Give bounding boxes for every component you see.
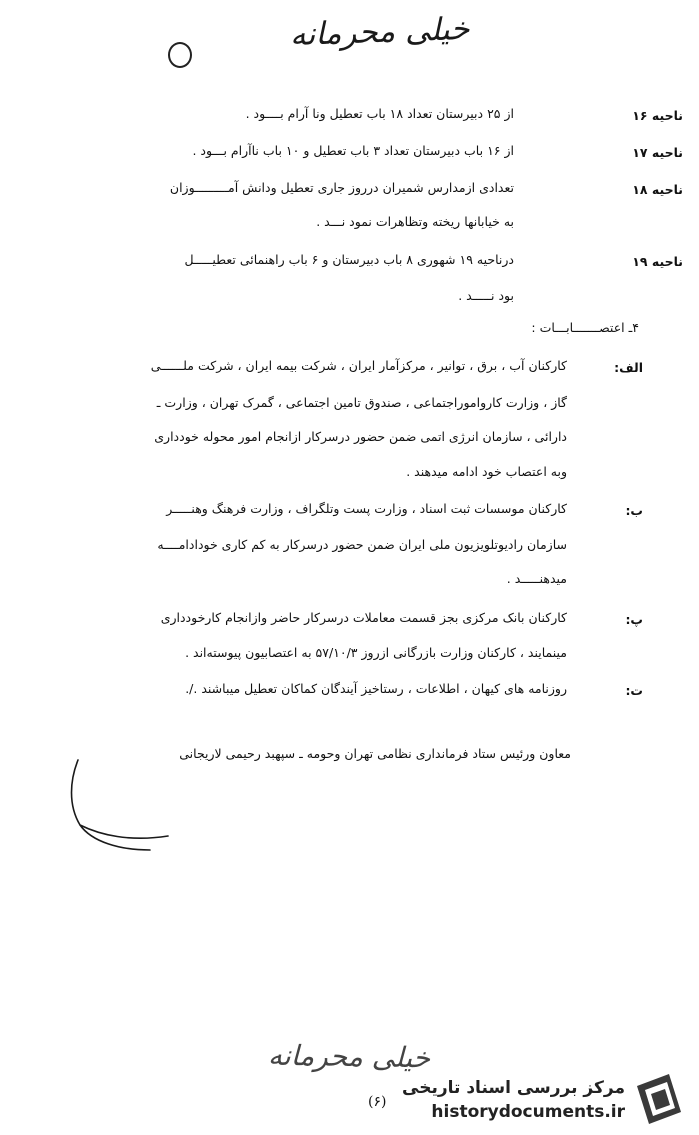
- classification-footer: خیلی محرمانه: [267, 1038, 431, 1075]
- item-be-line-3: میدهنـــــد .: [506, 571, 567, 586]
- region-18-line-2: به خیابانها ریخته وتظاهرات نمود نـــد .: [316, 214, 514, 229]
- region-18-line-1: تعدادی ازمدارس شمیران درروز جاری تعطیل ودانش آمـــــــــوزان: [169, 180, 514, 195]
- archive-logo-icon: [629, 1072, 687, 1128]
- archive-website: historydocuments.ir: [431, 1102, 625, 1122]
- item-be-line-1: کارکنان موسسات ثبت اسناد ، وزارت پست وتلگراف ، وزارت فرهنگ وهنـــــر: [166, 501, 567, 516]
- item-alef-line-3: دارائی ، سازمان انرژی اتمی ضمن حضور درسرکار ازانجام امور محوله خودداری: [154, 429, 567, 444]
- section-4-heading: ۴ـ اعتصـــــــابـــات :: [531, 320, 639, 335]
- item-pe-label: پ:: [625, 612, 643, 627]
- handwritten-signature: [60, 750, 200, 860]
- region-16-line-1: از ۲۵ دبیرستان تعداد ۱۸ باب تعطیل ونا آرام بــــود .: [245, 106, 514, 121]
- signatory-line: معاون ورئیس ستاد فرمانداری نظامی تهران وحومه ـ سپهبد رحیمی لاریجانی: [179, 746, 571, 761]
- region-18-label: ناحیه ۱۸: [632, 182, 683, 197]
- page-number: (۶): [368, 1094, 387, 1110]
- item-be-line-2: سازمان رادیوتلویزیون ملی ایران ضمن حضور درسرکار به کم کاری خودادامــــه: [157, 537, 567, 552]
- region-19-line-1: درناحیه ۱۹ شهوری ۸ باب دبیرستان و ۶ باب راهنمائی تعطیـــــل: [184, 252, 514, 267]
- archive-name: مرکز بررسی اسناد تاریخی: [402, 1078, 625, 1098]
- region-17-line-1: از ۱۶ باب دبیرستان تعداد ۳ باب تعطیل و ۱۰ باب ناآرام بـــود .: [192, 143, 514, 158]
- item-alef-label: الف:: [614, 360, 643, 375]
- item-alef-line-1: کارکنان آب ، برق ، توانیر ، مرکزآمار ایران ، شرکت بیمه ایران ، شرکت ملــــــی: [150, 358, 567, 373]
- item-be-label: ب:: [625, 503, 643, 518]
- item-te-line-1: روزنامه های کیهان ، اطلاعات ، رستاخیز آیندگان کماکان تعطیل میباشند ./.: [185, 681, 567, 696]
- region-17-label: ناحیه ۱۷: [632, 145, 683, 160]
- ink-mark: [168, 42, 192, 68]
- item-te-label: ت:: [625, 683, 643, 698]
- item-pe-line-2: مینمایند ، کارکنان وزارت بازرگانی ازروز ۵۷/۱۰/۳ به اعتصابیون پیوسته‌اند .: [185, 645, 567, 660]
- classification-header: خیلی محرمانه: [289, 10, 471, 54]
- item-pe-line-1: کارکنان بانک مرکزی بجز قسمت معاملات درسرکار حاضر وازانجام کارخودداری: [160, 610, 567, 625]
- region-19-label: ناحیه ۱۹: [632, 254, 683, 269]
- region-19-line-2: بود نـــــد .: [458, 288, 514, 303]
- archive-watermark: [402, 1070, 687, 1126]
- item-alef-line-2: گاز ، وزارت کارواموراجتماعی ، صندوق تامین اجتماعی ، گمرک تهران ، وزارت ـ: [156, 395, 567, 410]
- region-16-label: ناحیه ۱۶: [632, 108, 683, 123]
- item-alef-line-4: وبه اعتصاب خود ادامه میدهند .: [406, 464, 567, 479]
